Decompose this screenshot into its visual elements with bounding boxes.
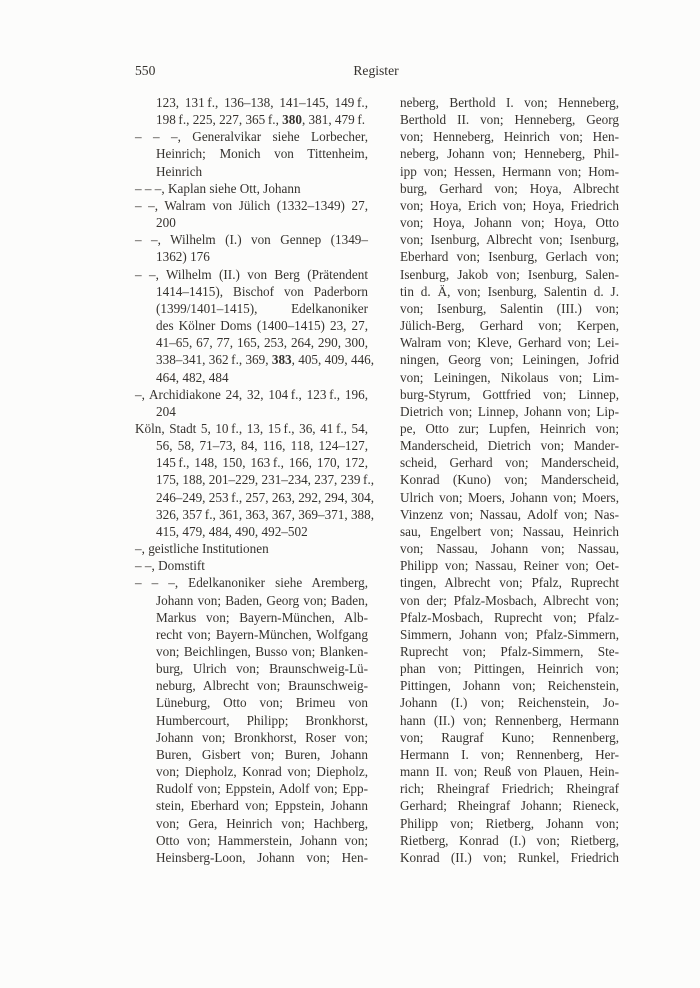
text-line: 56, 58, 71–73, 84, 116, 118, 124–127,: [156, 438, 368, 454]
text-line: 145 f., 148, 150, 163 f., 166, 170, 172,: [156, 455, 368, 471]
text-line: burg, Ulrich von; Braunschweig-Lü-: [156, 661, 368, 677]
text-line: Johann von; Baden, Georg von; Baden,: [156, 592, 368, 608]
text-line: tin d. Ä, von; Isenburg, Salentin d. J.: [400, 283, 619, 299]
text-line: Markus von; Bayern-München, Alb-: [156, 609, 368, 625]
text-line: burg, Gerhard von; Hoya, Albrecht: [400, 180, 619, 196]
text-line: Otto von; Hammerstein, Johann von;: [156, 832, 368, 848]
text-line: Gerhard; Rheingraf Johann; Rieneck,: [400, 798, 619, 814]
text-line: von; Gera, Heinrich von; Hachberg,: [156, 815, 368, 831]
text-line: neberg, Berthold I. von; Henneberg,: [400, 95, 619, 110]
text-line: Philipp von; Rietberg, Johann von;: [400, 815, 619, 831]
text-line: 200: [156, 215, 176, 231]
text-line: stein, Eberhard von; Eppstein, Johann: [156, 798, 368, 814]
text-line: Johann von; Bronkhorst, Roser von;: [156, 729, 368, 745]
text-line: Pfalz-Mosbach, Ruprecht von; Pfalz-: [400, 609, 619, 625]
text-line: von; Nassau, Johann von; Nassau,: [400, 541, 619, 557]
text-line: 246–249, 253 f., 257, 263, 292, 294, 304,: [156, 489, 375, 505]
text-line: 123, 131 f., 136–138, 141–145, 149 f.,: [156, 95, 368, 110]
text-line: 1362) 176: [156, 249, 210, 265]
text-line: – –, Walram von Jülich (1332–1349) 27,: [135, 197, 368, 213]
text-line: Dietrich von; Linnep, Johann von; Lip-: [400, 403, 619, 419]
text-line: Manderscheid, Dietrich von; Mander-: [400, 438, 619, 454]
text-line: Vinzenz von; Nassau, Adolf von; Nas-: [400, 506, 619, 522]
text-line: scheid, Gerhard von; Manderscheid,: [400, 455, 619, 471]
text-line: Rietberg, Konrad (I.) von; Rietberg,: [400, 832, 619, 848]
text-line: – –, Wilhelm (I.) von Gennep (1349–: [135, 232, 368, 248]
text-line: sau, Engelbert von; Nassau, Heinrich: [400, 523, 619, 539]
text-line: recht von; Bayern-München, Wolfgang: [156, 626, 368, 642]
text-line: Rudolf von; Eppstein, Adolf von; Epp-: [156, 781, 368, 797]
text-line: Johann (I.) von; Reichenstein, Jo-: [400, 695, 619, 711]
text-line: Jülich-Berg, Gerhard von; Kerpen,: [400, 318, 619, 334]
text-line: von; Hoya, Johann von; Hoya, Otto: [400, 215, 619, 231]
text-line: 415, 479, 484, 490, 492–502: [156, 523, 308, 539]
text-line: Heinrich; Monich von Tittenheim,: [156, 146, 368, 162]
text-line: (1399/1401–1415), Edelkanoniker: [156, 300, 368, 316]
text-line: Hermann I. von; Rennenberg, Her-: [400, 746, 619, 762]
text-line: ipp von; Hessen, Hermann von; Hom-: [400, 163, 619, 179]
text-line: Ruprecht von; Pfalz-Simmern, Ste-: [400, 644, 619, 659]
text-line: neburg, Albrecht von; Braunschweig-: [156, 678, 368, 694]
text-line: hann (II.) von; Rennenberg, Hermann: [400, 712, 619, 728]
text-line: pe, Otto zur; Lupfen, Heinrich von;: [400, 420, 619, 436]
text-line: – –, Wilhelm (II.) von Berg (Prätendent: [135, 266, 368, 282]
text-line: von; Raugraf Kuno; Rennenberg,: [400, 729, 619, 745]
text-line: 41–65, 67, 77, 165, 253, 264, 290, 300,: [156, 335, 368, 351]
running-header: [135, 62, 617, 80]
text-line: 1414–1415), Bischof von Paderborn: [156, 283, 368, 299]
text-line: 326, 357 f., 361, 363, 367, 369–371, 388,: [156, 506, 375, 522]
left-column: [135, 94, 375, 866]
text-line: 198 f., 225, 227, 365 f., 380, 381, 479 f.: [156, 112, 366, 128]
text-line: Köln, Stadt 5, 10 f., 13, 15 f., 36, 41 f., 54,: [135, 420, 368, 436]
text-line: –, Archidiakone 24, 32, 104 f., 123 f., 196,: [135, 386, 368, 402]
page-number: 550: [135, 63, 156, 78]
text-line: des Kölner Doms (1400–1415) 23, 27,: [156, 318, 368, 334]
text-line: von; Isenburg, Albrecht von; Isenburg,: [400, 232, 619, 248]
text-line: von; Henneberg, Heinrich von; Hen-: [400, 129, 619, 145]
text-line: von; Isenburg, Salentin (III.) von;: [400, 300, 619, 316]
text-line: neberg, Johann von; Henneberg, Phil-: [400, 146, 619, 162]
text-line: Heinrich: [156, 163, 203, 179]
text-line: Konrad (II.) von; Runkel, Friedrich: [400, 849, 619, 865]
text-line: Ulrich von; Moers, Johann von; Moers,: [400, 489, 619, 505]
text-line: Berthold II. von; Henneberg, Georg: [400, 112, 619, 128]
text-line: – – –, Kaplan siehe Ott, Johann: [135, 180, 301, 196]
text-line: Heinsberg-Loon, Johann von; Hen-: [156, 849, 368, 865]
text-line: 204: [156, 403, 176, 419]
text-line: Buren, Gisbert von; Buren, Johann: [156, 746, 368, 762]
text-line: rich; Rheingraf Friedrich; Rheingraf: [400, 781, 619, 797]
text-line: von; Diepholz, Konrad von; Diepholz,: [156, 764, 368, 780]
right-column: [400, 94, 619, 866]
text-line: Isenburg, Jakob von; Isenburg, Salen-: [400, 266, 619, 282]
text-line: Humbercourt, Philipp; Bronkhorst,: [156, 712, 368, 728]
text-line: Simmern, Johann von; Pfalz-Simmern,: [400, 626, 619, 642]
text-line: 464, 482, 484: [156, 369, 229, 385]
text-line: ningen, Georg von; Leiningen, Jofrid: [400, 352, 619, 368]
text-line: von; Leiningen, Nikolaus von; Lim-: [400, 369, 619, 385]
text-line: von; Beichlingen, Busso von; Blanken-: [156, 644, 368, 659]
text-line: –, geistliche Institutionen: [135, 541, 269, 557]
text-line: phan von; Pittingen, Heinrich von;: [400, 661, 619, 677]
text-line: Philipp von; Nassau, Reiner von; Oet-: [400, 558, 619, 574]
text-line: 338–341, 362 f., 369, 383, 405, 409, 446,: [156, 352, 375, 368]
text-line: – – –, Edelkanoniker siehe Aremberg,: [135, 575, 368, 591]
text-line: tingen, Albrecht von; Pfalz, Ruprecht: [400, 575, 619, 591]
text-line: burg-Styrum, Gottfried von; Linnep,: [400, 386, 619, 402]
text-line: Konrad (Kuno) von; Manderscheid,: [400, 472, 619, 488]
text-line: – – –, Generalvikar siehe Lorbecher,: [135, 129, 368, 145]
text-line: von der; Pfalz-Mosbach, Albrecht von;: [400, 592, 619, 608]
page-header-title: Register: [353, 63, 399, 78]
text-line: Eberhard von; Isenburg, Gerlach von;: [400, 249, 619, 265]
text-line: Walram von; Kleve, Gerhard von; Lei-: [400, 335, 619, 351]
text-line: von; Hoya, Erich von; Hoya, Friedrich: [400, 197, 619, 213]
text-line: Lüneburg, Otto von; Brimeu von: [156, 695, 368, 711]
text-line: – –, Domstift: [135, 558, 205, 574]
text-line: Pittingen, Johann von; Reichenstein,: [400, 678, 619, 694]
text-line: 175, 188, 201–229, 231–234, 237, 239 f.,: [156, 472, 375, 488]
text-line: mann II. von; Reuß von Plauen, Hein-: [400, 764, 619, 780]
